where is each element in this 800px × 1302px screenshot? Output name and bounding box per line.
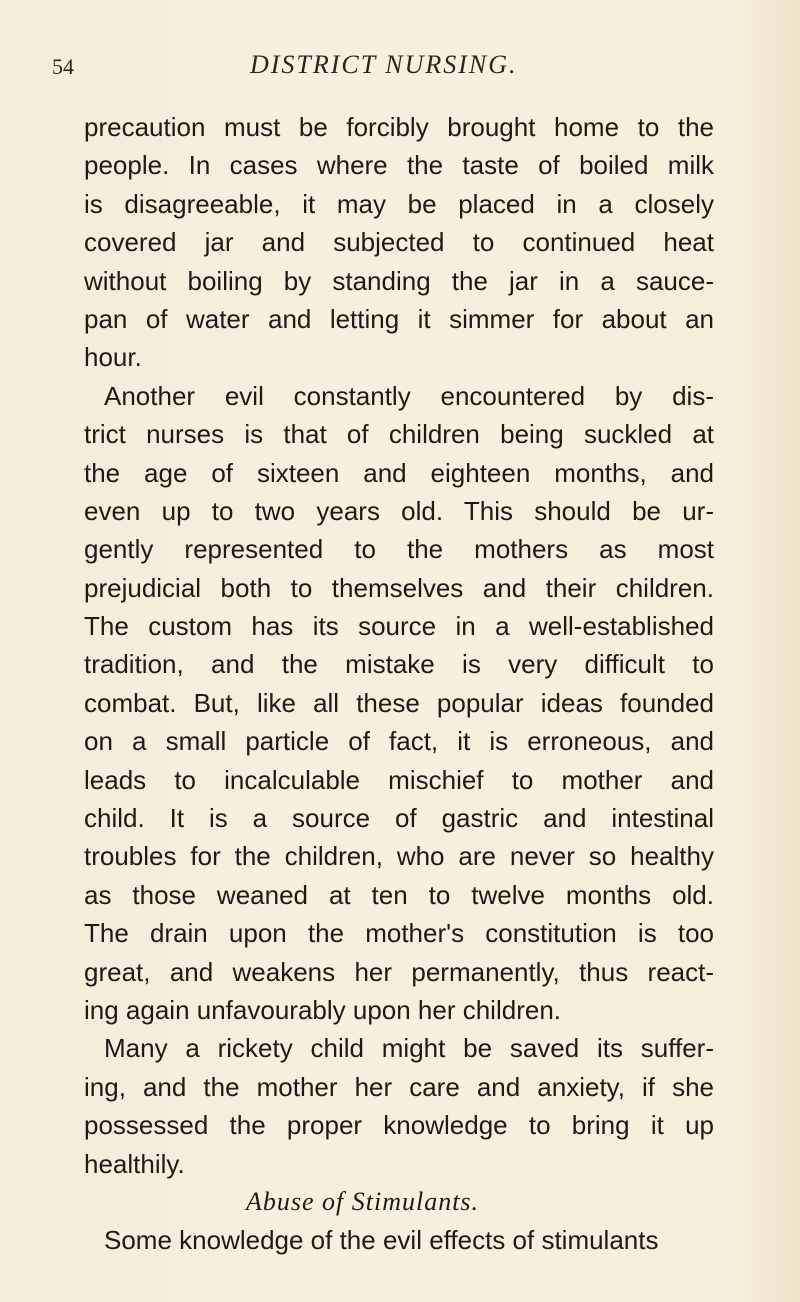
text-line: tradition, and the mistake is very difficult to <box>84 649 714 680</box>
text-line: covered jar and subjected to continued heat <box>84 227 714 258</box>
text-line: healthily. <box>84 1148 185 1179</box>
text-line: Another evil constantly encountered by dis- <box>104 380 714 411</box>
text-line: prejudicial both to themselves and their children. <box>84 572 714 603</box>
text-line: ing, and the mother her care and anxiety, if she <box>84 1071 714 1102</box>
paragraph <box>84 1221 714 1259</box>
text-line: possessed the proper knowledge to bring it up <box>84 1110 714 1141</box>
text-line: child. It is a source of gastric and intestinal <box>84 803 714 834</box>
text-line: leads to incalculable mischief to mother and <box>84 764 714 795</box>
text-line: people. In cases where the taste of boiled milk <box>84 150 714 181</box>
text-line: without boiling by standing the jar in a sauce- <box>84 265 714 296</box>
text-line: is disagreeable, it may be placed in a closely <box>84 188 714 219</box>
text-line: on a small particle of fact, it is erroneous, and <box>84 726 714 757</box>
page-number: 54 <box>52 54 74 79</box>
paragraph <box>84 1029 714 1183</box>
text-line: even up to two years old. This should be ur- <box>84 495 714 526</box>
running-title: DISTRICT NURSING. <box>250 50 518 79</box>
text-line: troubles for the children, who are never so healthy <box>84 841 714 872</box>
text-line: combat. But, like all these popular ideas founded <box>84 687 714 718</box>
paragraph <box>84 377 714 1030</box>
section-heading: Abuse of Stimulants. <box>246 1186 480 1216</box>
paragraph <box>84 108 714 377</box>
text-line: the age of sixteen and eighteen months, and <box>84 457 714 488</box>
text-line: precaution must be forcibly brought home to the <box>84 112 714 142</box>
text-line: ing again unfavourably upon her children. <box>84 994 562 1025</box>
text-line: Many a rickety child might be saved its suffer- <box>104 1033 714 1064</box>
text-line: Some knowledge of the evil effects of stimulants <box>104 1225 659 1256</box>
text-line: hour. <box>84 342 142 373</box>
text-line: trict nurses is that of children being suckled at <box>84 419 714 450</box>
text-line: gently represented to the mothers as most <box>84 534 714 565</box>
text-line: The drain upon the mother's constitution is too <box>84 918 714 949</box>
running-head <box>0 50 800 86</box>
text-line: pan of water and letting it simmer for about an <box>84 303 714 334</box>
text-line: as those weaned at ten to twelve months old. <box>84 879 714 910</box>
body-text <box>84 108 714 1260</box>
text-line: great, and weakens her permanently, thus react- <box>84 956 714 987</box>
text-line: The custom has its source in a well-established <box>84 611 714 642</box>
